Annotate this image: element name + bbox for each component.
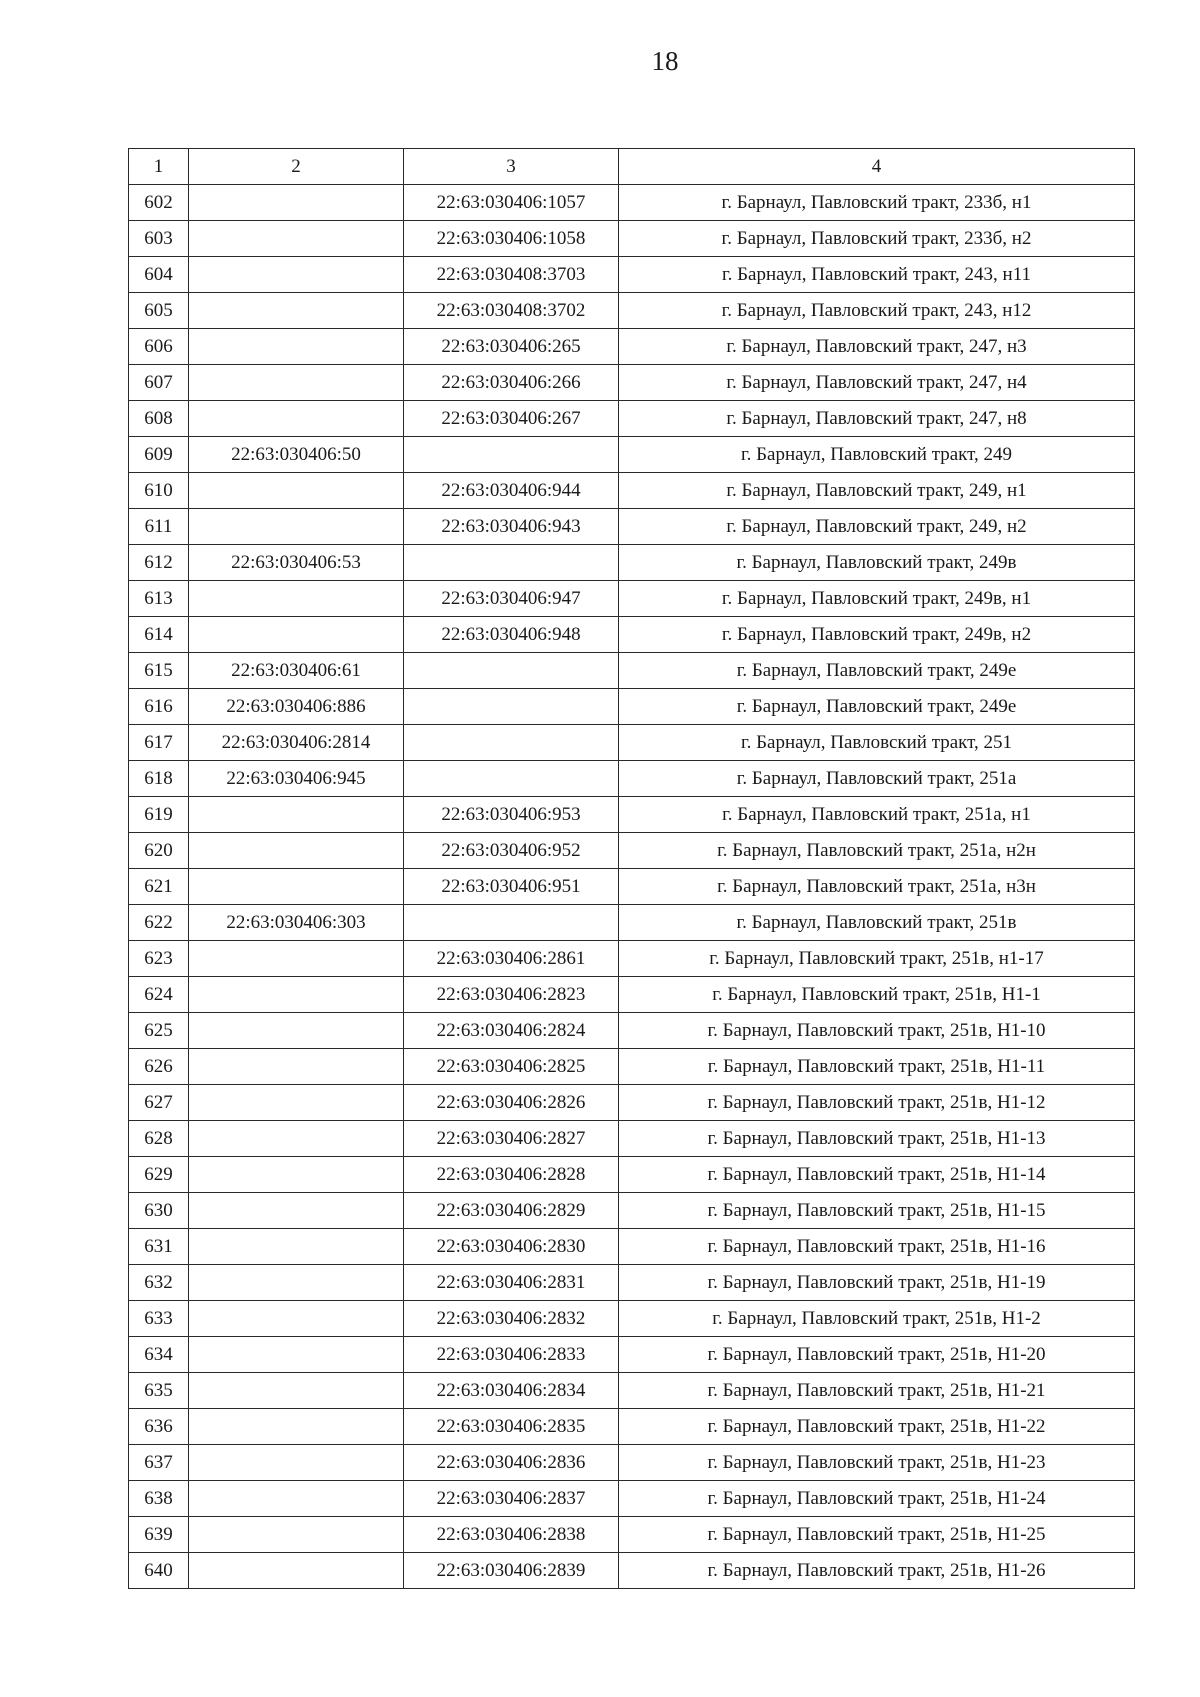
table-row [129, 437, 1135, 473]
table-row [129, 257, 1135, 293]
row-number-cell: 616 [129, 689, 189, 725]
object-number-cell [404, 437, 619, 473]
table-row [129, 1337, 1135, 1373]
parcel-number-cell: 22:63:030406:945 [189, 761, 404, 797]
address-cell: г. Барнаул, Павловский тракт, 251в, Н1-19 [619, 1265, 1135, 1301]
table-row [129, 689, 1135, 725]
object-number-cell: 22:63:030406:2834 [404, 1373, 619, 1409]
page-number: 18 [651, 46, 679, 76]
table-row [129, 905, 1135, 941]
row-number-cell: 613 [129, 581, 189, 617]
object-number-cell [404, 653, 619, 689]
table-row [129, 797, 1135, 833]
object-number-cell: 22:63:030408:3703 [404, 257, 619, 293]
address-cell: г. Барнаул, Павловский тракт, 247, н4 [619, 365, 1135, 401]
row-number-cell: 611 [129, 509, 189, 545]
object-number-cell: 22:63:030406:2831 [404, 1265, 619, 1301]
table-row [129, 1445, 1135, 1481]
address-cell: г. Барнаул, Павловский тракт, 251а, н2н [619, 833, 1135, 869]
address-cell: г. Барнаул, Павловский тракт, 251в, Н1-20 [619, 1337, 1135, 1373]
object-number-cell: 22:63:030406:267 [404, 401, 619, 437]
table-header [129, 149, 1135, 185]
address-cell: г. Барнаул, Павловский тракт, 249в, н1 [619, 581, 1135, 617]
object-number-cell: 22:63:030406:2836 [404, 1445, 619, 1481]
object-number-cell: 22:63:030406:2835 [404, 1409, 619, 1445]
address-cell: г. Барнаул, Павловский тракт, 251в, Н1-25 [619, 1517, 1135, 1553]
parcel-number-cell [189, 1301, 404, 1337]
table-row [129, 1265, 1135, 1301]
object-number-cell: 22:63:030406:2837 [404, 1481, 619, 1517]
row-number-cell: 624 [129, 977, 189, 1013]
object-number-cell: 22:63:030406:2830 [404, 1229, 619, 1265]
table-body [129, 185, 1135, 1589]
address-cell: г. Барнаул, Павловский тракт, 247, н3 [619, 329, 1135, 365]
parcel-number-cell [189, 797, 404, 833]
parcel-number-cell [189, 473, 404, 509]
object-number-cell: 22:63:030406:2824 [404, 1013, 619, 1049]
parcel-number-cell [189, 1121, 404, 1157]
parcel-number-cell: 22:63:030406:886 [189, 689, 404, 725]
object-number-cell: 22:63:030406:952 [404, 833, 619, 869]
parcel-number-cell [189, 401, 404, 437]
object-number-cell: 22:63:030406:266 [404, 365, 619, 401]
parcel-number-cell [189, 617, 404, 653]
row-number-cell: 626 [129, 1049, 189, 1085]
parcel-number-cell [189, 185, 404, 221]
address-cell: г. Барнаул, Павловский тракт, 251в, Н1-2 [619, 1301, 1135, 1337]
object-number-cell [404, 905, 619, 941]
table-row [129, 473, 1135, 509]
parcel-number-cell [189, 941, 404, 977]
object-number-cell: 22:63:030406:948 [404, 617, 619, 653]
row-number-cell: 628 [129, 1121, 189, 1157]
row-number-cell: 617 [129, 725, 189, 761]
row-number-cell: 635 [129, 1373, 189, 1409]
row-number-cell: 627 [129, 1085, 189, 1121]
table-row [129, 977, 1135, 1013]
parcel-number-cell [189, 1085, 404, 1121]
parcel-number-cell [189, 1481, 404, 1517]
address-cell: г. Барнаул, Павловский тракт, 251 [619, 725, 1135, 761]
address-cell: г. Барнаул, Павловский тракт, 251а [619, 761, 1135, 797]
row-number-cell: 619 [129, 797, 189, 833]
address-cell: г. Барнаул, Павловский тракт, 251в, н1-17 [619, 941, 1135, 977]
table-row [129, 761, 1135, 797]
address-cell: г. Барнаул, Павловский тракт, 249, н2 [619, 509, 1135, 545]
parcel-number-cell: 22:63:030406:50 [189, 437, 404, 473]
object-number-cell: 22:63:030406:2832 [404, 1301, 619, 1337]
row-number-cell: 636 [129, 1409, 189, 1445]
object-number-cell: 22:63:030406:2826 [404, 1085, 619, 1121]
parcel-number-cell [189, 1553, 404, 1589]
row-number-cell: 621 [129, 869, 189, 905]
row-number-cell: 623 [129, 941, 189, 977]
parcel-number-cell [189, 1517, 404, 1553]
row-number-cell: 631 [129, 1229, 189, 1265]
parcel-number-cell: 22:63:030406:2814 [189, 725, 404, 761]
row-number-cell: 639 [129, 1517, 189, 1553]
object-number-cell: 22:63:030406:943 [404, 509, 619, 545]
table-row [129, 1049, 1135, 1085]
parcel-number-cell: 22:63:030406:303 [189, 905, 404, 941]
table-row [129, 221, 1135, 257]
row-number-cell: 614 [129, 617, 189, 653]
object-number-cell: 22:63:030406:2828 [404, 1157, 619, 1193]
object-number-cell [404, 689, 619, 725]
parcel-number-cell: 22:63:030406:61 [189, 653, 404, 689]
object-number-cell: 22:63:030406:2861 [404, 941, 619, 977]
object-number-cell: 22:63:030406:265 [404, 329, 619, 365]
parcel-number-cell [189, 1265, 404, 1301]
address-cell: г. Барнаул, Павловский тракт, 251в, Н1-23 [619, 1445, 1135, 1481]
address-cell: г. Барнаул, Павловский тракт, 251в, Н1-1 [619, 977, 1135, 1013]
address-cell: г. Барнаул, Павловский тракт, 247, н8 [619, 401, 1135, 437]
parcel-number-cell [189, 1445, 404, 1481]
address-cell: г. Барнаул, Павловский тракт, 249в [619, 545, 1135, 581]
table-row [129, 509, 1135, 545]
header-cell-3: 3 [404, 149, 619, 185]
object-number-cell: 22:63:030406:944 [404, 473, 619, 509]
table-row [129, 617, 1135, 653]
parcel-number-cell [189, 329, 404, 365]
object-number-cell: 22:63:030406:951 [404, 869, 619, 905]
table-row [129, 653, 1135, 689]
row-number-cell: 629 [129, 1157, 189, 1193]
table-row [129, 725, 1135, 761]
parcel-number-cell [189, 1373, 404, 1409]
table-row [129, 1301, 1135, 1337]
object-number-cell [404, 545, 619, 581]
table-row [129, 581, 1135, 617]
table-row [129, 185, 1135, 221]
address-cell: г. Барнаул, Павловский тракт, 251в, Н1-26 [619, 1553, 1135, 1589]
row-number-cell: 633 [129, 1301, 189, 1337]
table-row [129, 1481, 1135, 1517]
table-row [129, 1553, 1135, 1589]
parcel-number-cell [189, 365, 404, 401]
object-number-cell: 22:63:030406:2825 [404, 1049, 619, 1085]
header-cell-4: 4 [619, 149, 1135, 185]
table-row [129, 545, 1135, 581]
address-cell: г. Барнаул, Павловский тракт, 251в [619, 905, 1135, 941]
row-number-cell: 625 [129, 1013, 189, 1049]
row-number-cell: 605 [129, 293, 189, 329]
table-row [129, 1085, 1135, 1121]
parcel-number-cell [189, 1229, 404, 1265]
table-row [129, 365, 1135, 401]
object-number-cell: 22:63:030406:2838 [404, 1517, 619, 1553]
address-cell: г. Барнаул, Павловский тракт, 251в, Н1-24 [619, 1481, 1135, 1517]
row-number-cell: 640 [129, 1553, 189, 1589]
address-cell: г. Барнаул, Павловский тракт, 249е [619, 653, 1135, 689]
object-number-cell: 22:63:030408:3702 [404, 293, 619, 329]
header-cell-2: 2 [189, 149, 404, 185]
object-number-cell: 22:63:030406:2823 [404, 977, 619, 1013]
object-number-cell [404, 725, 619, 761]
parcel-number-cell [189, 509, 404, 545]
address-cell: г. Барнаул, Павловский тракт, 251в, Н1-13 [619, 1121, 1135, 1157]
row-number-cell: 609 [129, 437, 189, 473]
object-number-cell: 22:63:030406:2827 [404, 1121, 619, 1157]
registry-table [128, 148, 1135, 1589]
row-number-cell: 602 [129, 185, 189, 221]
address-cell: г. Барнаул, Павловский тракт, 249 [619, 437, 1135, 473]
row-number-cell: 610 [129, 473, 189, 509]
object-number-cell: 22:63:030406:953 [404, 797, 619, 833]
parcel-number-cell [189, 257, 404, 293]
parcel-number-cell: 22:63:030406:53 [189, 545, 404, 581]
parcel-number-cell [189, 1157, 404, 1193]
row-number-cell: 612 [129, 545, 189, 581]
table-row [129, 1013, 1135, 1049]
parcel-number-cell [189, 1337, 404, 1373]
address-cell: г. Барнаул, Павловский тракт, 249е [619, 689, 1135, 725]
row-number-cell: 604 [129, 257, 189, 293]
parcel-number-cell [189, 1013, 404, 1049]
address-cell: г. Барнаул, Павловский тракт, 251в, Н1-12 [619, 1085, 1135, 1121]
parcel-number-cell [189, 221, 404, 257]
row-number-cell: 622 [129, 905, 189, 941]
address-cell: г. Барнаул, Павловский тракт, 251в, Н1-22 [619, 1409, 1135, 1445]
object-number-cell: 22:63:030406:2829 [404, 1193, 619, 1229]
header-row [129, 149, 1135, 185]
row-number-cell: 632 [129, 1265, 189, 1301]
table-row [129, 1229, 1135, 1265]
parcel-number-cell [189, 833, 404, 869]
row-number-cell: 618 [129, 761, 189, 797]
address-cell: г. Барнаул, Павловский тракт, 233б, н1 [619, 185, 1135, 221]
address-cell: г. Барнаул, Павловский тракт, 233б, н2 [619, 221, 1135, 257]
parcel-number-cell [189, 977, 404, 1013]
parcel-number-cell [189, 581, 404, 617]
table-row [129, 1517, 1135, 1553]
object-number-cell: 22:63:030406:2833 [404, 1337, 619, 1373]
table-row [129, 293, 1135, 329]
table-row [129, 869, 1135, 905]
row-number-cell: 630 [129, 1193, 189, 1229]
address-cell: г. Барнаул, Павловский тракт, 243, н12 [619, 293, 1135, 329]
table-row [129, 941, 1135, 977]
address-cell: г. Барнаул, Павловский тракт, 249в, н2 [619, 617, 1135, 653]
address-cell: г. Барнаул, Павловский тракт, 251а, н1 [619, 797, 1135, 833]
parcel-number-cell [189, 293, 404, 329]
table-row [129, 1409, 1135, 1445]
row-number-cell: 615 [129, 653, 189, 689]
table-row [129, 401, 1135, 437]
parcel-number-cell [189, 1193, 404, 1229]
address-cell: г. Барнаул, Павловский тракт, 251в, Н1-21 [619, 1373, 1135, 1409]
object-number-cell: 22:63:030406:1058 [404, 221, 619, 257]
row-number-cell: 634 [129, 1337, 189, 1373]
parcel-number-cell [189, 869, 404, 905]
table-row [129, 1121, 1135, 1157]
row-number-cell: 607 [129, 365, 189, 401]
table-row [129, 1373, 1135, 1409]
table-row [129, 329, 1135, 365]
object-number-cell: 22:63:030406:1057 [404, 185, 619, 221]
address-cell: г. Барнаул, Павловский тракт, 249, н1 [619, 473, 1135, 509]
object-number-cell: 22:63:030406:2839 [404, 1553, 619, 1589]
address-cell: г. Барнаул, Павловский тракт, 251в, Н1-16 [619, 1229, 1135, 1265]
parcel-number-cell [189, 1409, 404, 1445]
address-cell: г. Барнаул, Павловский тракт, 251в, Н1-14 [619, 1157, 1135, 1193]
table-row [129, 1157, 1135, 1193]
row-number-cell: 638 [129, 1481, 189, 1517]
address-cell: г. Барнаул, Павловский тракт, 251в, Н1-11 [619, 1049, 1135, 1085]
table-row [129, 833, 1135, 869]
row-number-cell: 608 [129, 401, 189, 437]
table-row [129, 1193, 1135, 1229]
header-cell-1: 1 [129, 149, 189, 185]
address-cell: г. Барнаул, Павловский тракт, 251в, Н1-15 [619, 1193, 1135, 1229]
row-number-cell: 620 [129, 833, 189, 869]
address-cell: г. Барнаул, Павловский тракт, 251а, н3н [619, 869, 1135, 905]
row-number-cell: 637 [129, 1445, 189, 1481]
address-cell: г. Барнаул, Павловский тракт, 251в, Н1-10 [619, 1013, 1135, 1049]
parcel-number-cell [189, 1049, 404, 1085]
address-cell: г. Барнаул, Павловский тракт, 243, н11 [619, 257, 1135, 293]
row-number-cell: 606 [129, 329, 189, 365]
object-number-cell: 22:63:030406:947 [404, 581, 619, 617]
object-number-cell [404, 761, 619, 797]
row-number-cell: 603 [129, 221, 189, 257]
